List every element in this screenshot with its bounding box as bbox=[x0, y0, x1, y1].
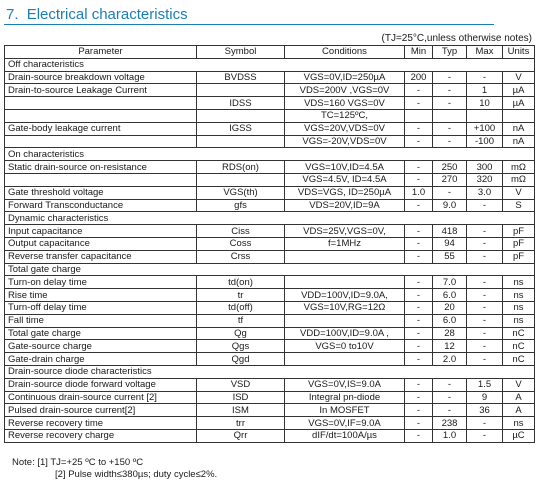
table-row bbox=[5, 417, 535, 430]
symbol-cell: Qrr bbox=[197, 429, 285, 442]
table-row bbox=[5, 289, 535, 302]
table-row bbox=[5, 225, 535, 238]
symbol-cell: Qgd bbox=[197, 353, 285, 366]
symbol-cell bbox=[197, 84, 285, 97]
typ-cell: - bbox=[433, 84, 467, 97]
col-header-max: Max bbox=[467, 46, 503, 59]
table-row bbox=[5, 173, 535, 186]
parameter-cell: Input capacitance bbox=[5, 225, 197, 238]
electrical-characteristics-table bbox=[4, 45, 535, 443]
table-row bbox=[5, 84, 535, 97]
symbol-cell: Crss bbox=[197, 250, 285, 263]
typ-cell: - bbox=[433, 186, 467, 199]
conditions-cell: VDD=100V,ID=9.0A, bbox=[285, 289, 405, 302]
max-cell: 36 bbox=[467, 404, 503, 417]
parameter-cell: Turn-on delay time bbox=[5, 276, 197, 289]
symbol-cell: VSD bbox=[197, 378, 285, 391]
typ-cell: 94 bbox=[433, 237, 467, 250]
section-row bbox=[5, 263, 535, 276]
units-cell: µA bbox=[503, 97, 535, 110]
typ-cell: 20 bbox=[433, 301, 467, 314]
typ-cell: 6.0 bbox=[433, 289, 467, 302]
footnotes bbox=[12, 457, 217, 481]
table-row bbox=[5, 97, 535, 110]
min-cell: - bbox=[405, 417, 433, 430]
symbol-cell: BVDSS bbox=[197, 71, 285, 84]
max-cell: 300 bbox=[467, 161, 503, 174]
min-cell: - bbox=[405, 391, 433, 404]
table-row bbox=[5, 122, 535, 135]
units-cell: nA bbox=[503, 135, 535, 148]
section-title: Electrical characteristics bbox=[26, 6, 188, 23]
units-cell: A bbox=[503, 391, 535, 404]
section-row bbox=[5, 212, 535, 225]
section-label: Drain-source diode characteristics bbox=[5, 365, 535, 378]
max-cell: - bbox=[467, 237, 503, 250]
units-cell: ns bbox=[503, 276, 535, 289]
symbol-cell: IGSS bbox=[197, 122, 285, 135]
max-cell: 1 bbox=[467, 84, 503, 97]
typ-cell: - bbox=[433, 135, 467, 148]
parameter-cell: Rise time bbox=[5, 289, 197, 302]
conditions-cell: VGS=0V,IS=9.0A bbox=[285, 378, 405, 391]
max-cell: - bbox=[467, 276, 503, 289]
symbol-cell bbox=[197, 173, 285, 186]
units-cell: nA bbox=[503, 122, 535, 135]
section-label: Off characteristics bbox=[5, 58, 535, 71]
min-cell: - bbox=[405, 84, 433, 97]
typ-cell: 7.0 bbox=[433, 276, 467, 289]
parameter-cell: Gate-body leakage current bbox=[5, 122, 197, 135]
units-cell: pF bbox=[503, 250, 535, 263]
table-row bbox=[5, 237, 535, 250]
min-cell: - bbox=[405, 250, 433, 263]
section-number: 7. bbox=[6, 6, 19, 23]
conditions-cell: VDS=200V ,VGS=0V bbox=[285, 84, 405, 97]
min-cell: 1.0 bbox=[405, 186, 433, 199]
min-cell: - bbox=[405, 301, 433, 314]
parameter-cell: Pulsed drain-source current[2] bbox=[5, 404, 197, 417]
condition-note: (TJ=25°C,unless otherwise notes) bbox=[381, 33, 532, 44]
typ-cell: 12 bbox=[433, 340, 467, 353]
conditions-cell: VGS=10V,RG=12Ω bbox=[285, 301, 405, 314]
units-cell: µC bbox=[503, 429, 535, 442]
parameter-cell: Continuous drain-source current [2] bbox=[5, 391, 197, 404]
typ-cell: 2.0 bbox=[433, 353, 467, 366]
typ-cell: - bbox=[433, 97, 467, 110]
symbol-cell: Qgs bbox=[197, 340, 285, 353]
section-row bbox=[5, 365, 535, 378]
units-cell: ns bbox=[503, 314, 535, 327]
typ-cell: 250 bbox=[433, 161, 467, 174]
table-row bbox=[5, 378, 535, 391]
col-header-conditions: Conditions bbox=[285, 46, 405, 59]
parameter-cell: Reverse transfer capacitance bbox=[5, 250, 197, 263]
units-cell: S bbox=[503, 199, 535, 212]
units-cell: A bbox=[503, 404, 535, 417]
min-cell: - bbox=[405, 378, 433, 391]
typ-cell: 28 bbox=[433, 327, 467, 340]
table-row bbox=[5, 301, 535, 314]
conditions-cell: f=1MHz bbox=[285, 237, 405, 250]
max-cell: - bbox=[467, 250, 503, 263]
max-cell bbox=[467, 109, 503, 122]
typ-cell bbox=[433, 109, 467, 122]
units-cell: ns bbox=[503, 417, 535, 430]
units-cell: µA bbox=[503, 84, 535, 97]
footnote-1: Note: [1] TJ=+25 ºC to +150 ºC bbox=[12, 457, 144, 468]
col-header-parameter: Parameter bbox=[5, 46, 197, 59]
max-cell: - bbox=[467, 301, 503, 314]
parameter-cell bbox=[5, 109, 197, 122]
typ-cell: - bbox=[433, 71, 467, 84]
units-cell: pF bbox=[503, 237, 535, 250]
parameter-cell: Drain-source breakdown voltage bbox=[5, 71, 197, 84]
table-row bbox=[5, 391, 535, 404]
typ-cell: - bbox=[433, 404, 467, 417]
conditions-cell bbox=[285, 250, 405, 263]
conditions-cell: VGS=0V,ID=250µA bbox=[285, 71, 405, 84]
typ-cell: - bbox=[433, 122, 467, 135]
max-cell: 10 bbox=[467, 97, 503, 110]
min-cell: - bbox=[405, 122, 433, 135]
units-cell: nC bbox=[503, 353, 535, 366]
heading-divider bbox=[4, 24, 494, 25]
conditions-cell: Integral pn-diode bbox=[285, 391, 405, 404]
parameter-cell: Static drain-source on-resistance bbox=[5, 161, 197, 174]
table-row bbox=[5, 199, 535, 212]
units-cell: V bbox=[503, 378, 535, 391]
table-row bbox=[5, 429, 535, 442]
typ-cell: 9.0 bbox=[433, 199, 467, 212]
symbol-cell: Ciss bbox=[197, 225, 285, 238]
parameter-cell: Gate-source charge bbox=[5, 340, 197, 353]
max-cell: -100 bbox=[467, 135, 503, 148]
table-row bbox=[5, 161, 535, 174]
max-cell: - bbox=[467, 353, 503, 366]
conditions-cell bbox=[285, 276, 405, 289]
symbol-cell: td(on) bbox=[197, 276, 285, 289]
units-cell: mΩ bbox=[503, 173, 535, 186]
min-cell: 200 bbox=[405, 71, 433, 84]
section-row bbox=[5, 148, 535, 161]
section-row bbox=[5, 58, 535, 71]
symbol-cell: Coss bbox=[197, 237, 285, 250]
symbol-cell bbox=[197, 135, 285, 148]
conditions-cell bbox=[285, 314, 405, 327]
symbol-cell bbox=[197, 109, 285, 122]
units-cell: ns bbox=[503, 289, 535, 302]
table-row bbox=[5, 276, 535, 289]
section-label: Total gate charge bbox=[5, 263, 535, 276]
parameter-cell: Total gate charge bbox=[5, 327, 197, 340]
conditions-cell: In MOSFET bbox=[285, 404, 405, 417]
max-cell: - bbox=[467, 417, 503, 430]
min-cell: - bbox=[405, 97, 433, 110]
max-cell: - bbox=[467, 340, 503, 353]
max-cell: 1.5 bbox=[467, 378, 503, 391]
symbol-cell: tf bbox=[197, 314, 285, 327]
typ-cell: 270 bbox=[433, 173, 467, 186]
typ-cell: 6.0 bbox=[433, 314, 467, 327]
table-row bbox=[5, 71, 535, 84]
max-cell: - bbox=[467, 314, 503, 327]
table-row bbox=[5, 135, 535, 148]
conditions-cell: VDS=160 VGS=0V bbox=[285, 97, 405, 110]
min-cell: - bbox=[405, 135, 433, 148]
units-cell: nC bbox=[503, 340, 535, 353]
symbol-cell: trr bbox=[197, 417, 285, 430]
min-cell: - bbox=[405, 429, 433, 442]
conditions-cell bbox=[285, 353, 405, 366]
conditions-cell: VGS=0V,IF=9.0A bbox=[285, 417, 405, 430]
section-heading bbox=[6, 6, 188, 23]
parameter-cell bbox=[5, 97, 197, 110]
conditions-cell: VDS=20V,ID=9A bbox=[285, 199, 405, 212]
symbol-cell: IDSS bbox=[197, 97, 285, 110]
table-row bbox=[5, 340, 535, 353]
table-row bbox=[5, 186, 535, 199]
conditions-cell: VDD=100V,ID=9.0A , bbox=[285, 327, 405, 340]
footnote-2: [2] Pulse width≤380µs; duty cycle≤2%. bbox=[55, 469, 218, 480]
min-cell: - bbox=[405, 314, 433, 327]
typ-cell: 55 bbox=[433, 250, 467, 263]
col-header-typ: Typ bbox=[433, 46, 467, 59]
table-header-row bbox=[5, 46, 535, 59]
units-cell: ns bbox=[503, 301, 535, 314]
max-cell: - bbox=[467, 429, 503, 442]
parameter-cell: Reverse recovery time bbox=[5, 417, 197, 430]
symbol-cell: td(off) bbox=[197, 301, 285, 314]
symbol-cell: RDS(on) bbox=[197, 161, 285, 174]
parameter-cell: Drain-source diode forward voltage bbox=[5, 378, 197, 391]
min-cell: - bbox=[405, 161, 433, 174]
table-body bbox=[5, 58, 535, 442]
table-row bbox=[5, 109, 535, 122]
typ-cell: 1.0 bbox=[433, 429, 467, 442]
conditions-cell: VGS=20V,VDS=0V bbox=[285, 122, 405, 135]
symbol-cell: gfs bbox=[197, 199, 285, 212]
units-cell: V bbox=[503, 186, 535, 199]
conditions-cell: TC=125ºC, bbox=[285, 109, 405, 122]
conditions-cell: VDS=VGS, ID=250µA bbox=[285, 186, 405, 199]
symbol-cell: VGS(th) bbox=[197, 186, 285, 199]
units-cell bbox=[503, 109, 535, 122]
parameter-cell: Reverse recovery charge bbox=[5, 429, 197, 442]
symbol-cell: ISM bbox=[197, 404, 285, 417]
conditions-cell: dIF/dt=100A/µs bbox=[285, 429, 405, 442]
symbol-cell: ISD bbox=[197, 391, 285, 404]
table-row bbox=[5, 250, 535, 263]
parameter-cell: Turn-off delay time bbox=[5, 301, 197, 314]
max-cell: - bbox=[467, 225, 503, 238]
min-cell: - bbox=[405, 173, 433, 186]
symbol-cell: tr bbox=[197, 289, 285, 302]
min-cell: - bbox=[405, 276, 433, 289]
col-header-min: Min bbox=[405, 46, 433, 59]
table-row bbox=[5, 353, 535, 366]
parameter-cell: Forward Transconductance bbox=[5, 199, 197, 212]
max-cell: - bbox=[467, 327, 503, 340]
table-row bbox=[5, 404, 535, 417]
units-cell: V bbox=[503, 71, 535, 84]
min-cell bbox=[405, 109, 433, 122]
max-cell: 9 bbox=[467, 391, 503, 404]
min-cell: - bbox=[405, 225, 433, 238]
conditions-cell: VGS=10V,ID=4.5A bbox=[285, 161, 405, 174]
conditions-cell: VGS=-20V,VDS=0V bbox=[285, 135, 405, 148]
units-cell: pF bbox=[503, 225, 535, 238]
parameter-cell: Drain-to-source Leakage Current bbox=[5, 84, 197, 97]
parameter-cell bbox=[5, 173, 197, 186]
min-cell: - bbox=[405, 340, 433, 353]
parameter-cell: Gate-drain charge bbox=[5, 353, 197, 366]
max-cell: 320 bbox=[467, 173, 503, 186]
min-cell: - bbox=[405, 327, 433, 340]
units-cell: mΩ bbox=[503, 161, 535, 174]
max-cell: +100 bbox=[467, 122, 503, 135]
parameter-cell: Gate threshold voltage bbox=[5, 186, 197, 199]
section-label: Dynamic characteristics bbox=[5, 212, 535, 225]
table-row bbox=[5, 327, 535, 340]
min-cell: - bbox=[405, 199, 433, 212]
conditions-cell: VGS=4.5V, ID=4.5A bbox=[285, 173, 405, 186]
col-header-units: Units bbox=[503, 46, 535, 59]
max-cell: - bbox=[467, 289, 503, 302]
min-cell: - bbox=[405, 404, 433, 417]
conditions-cell: VGS=0 to10V bbox=[285, 340, 405, 353]
min-cell: - bbox=[405, 237, 433, 250]
col-header-symbol: Symbol bbox=[197, 46, 285, 59]
units-cell: nC bbox=[503, 327, 535, 340]
max-cell: 3.0 bbox=[467, 186, 503, 199]
conditions-cell: VDS=25V,VGS=0V, bbox=[285, 225, 405, 238]
max-cell: - bbox=[467, 71, 503, 84]
min-cell: - bbox=[405, 289, 433, 302]
parameter-cell bbox=[5, 135, 197, 148]
symbol-cell: Qg bbox=[197, 327, 285, 340]
typ-cell: - bbox=[433, 391, 467, 404]
table-row bbox=[5, 314, 535, 327]
parameter-cell: Fall time bbox=[5, 314, 197, 327]
typ-cell: 238 bbox=[433, 417, 467, 430]
typ-cell: - bbox=[433, 378, 467, 391]
parameter-cell: Output capacitance bbox=[5, 237, 197, 250]
min-cell: - bbox=[405, 353, 433, 366]
typ-cell: 418 bbox=[433, 225, 467, 238]
max-cell: - bbox=[467, 199, 503, 212]
section-label: On characteristics bbox=[5, 148, 535, 161]
